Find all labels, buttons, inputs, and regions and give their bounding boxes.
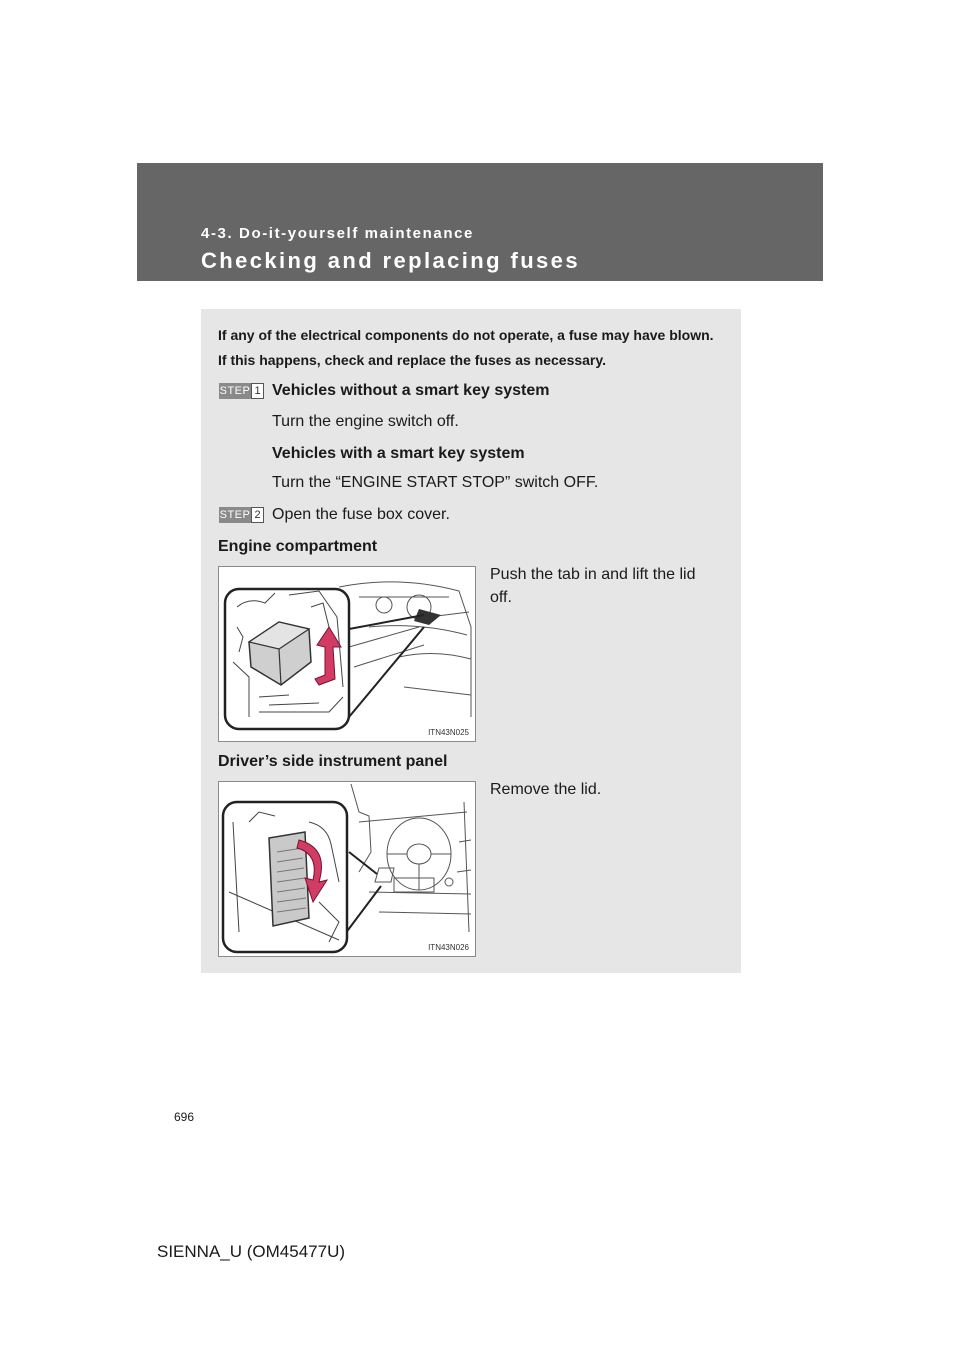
step-1-text-a: Turn the engine switch off. [272, 413, 459, 430]
chapter-header [137, 163, 823, 281]
engine-instruction-line-2: off. [490, 589, 512, 606]
engine-illustration-code: ITN43N025 [428, 728, 469, 737]
step-1-heading-a: Vehicles without a smart key system [272, 382, 550, 399]
step-2-badge [219, 507, 264, 523]
driver-panel-heading: Driver’s side instrument panel [218, 753, 448, 770]
engine-instruction-line-1: Push the tab in and lift the lid [490, 566, 696, 583]
intro-text: If any of the electrical components do not operate, a fuse may have blown. If this happens, check and replace the fuses as necessary. [218, 327, 714, 368]
step-2-text: Open the fuse box cover. [272, 506, 450, 523]
step-1-number: 1 [251, 383, 264, 399]
step-1-text-b: Turn the “ENGINE START STOP” switch OFF. [272, 474, 599, 491]
engine-compartment-heading: Engine compartment [218, 538, 378, 555]
step-2-number: 2 [251, 507, 264, 523]
step-1-badge [219, 383, 264, 399]
document-footer: SIENNA_U (OM45477U) [157, 1242, 346, 1261]
driver-panel-illustration [218, 781, 476, 957]
page-title: Checking and replacing fuses [201, 248, 580, 273]
page-number: 696 [174, 1110, 195, 1124]
section-label: 4-3. Do-it-yourself maintenance [201, 225, 474, 242]
step-1-word: STEP [219, 385, 251, 397]
engine-compartment-illustration [218, 566, 476, 742]
step-1-heading-b: Vehicles with a smart key system [272, 445, 525, 462]
content-panel [201, 309, 741, 973]
driver-illustration-code: ITN43N026 [428, 943, 469, 952]
step-2-word: STEP [219, 509, 251, 521]
driver-instruction: Remove the lid. [490, 781, 602, 798]
